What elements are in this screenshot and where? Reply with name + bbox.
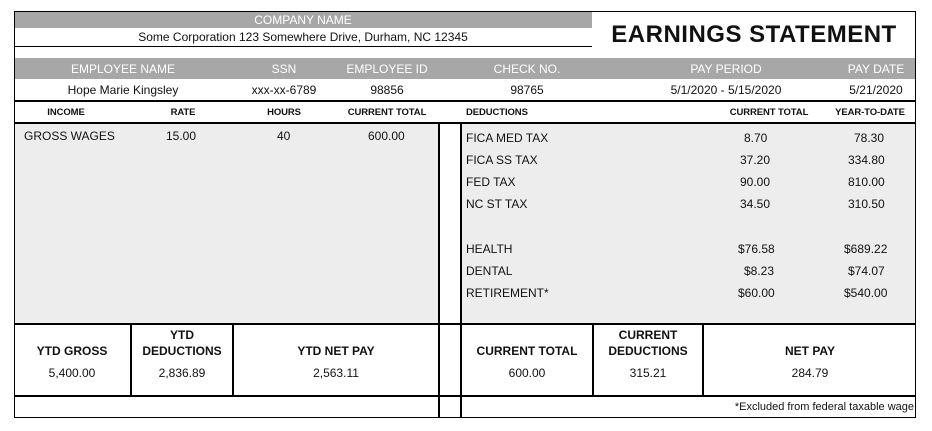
header-employee-id: EMPLOYEE ID — [346, 61, 428, 76]
current-total-value: 600.00 — [508, 366, 546, 380]
col-current-total: CURRENT TOTAL — [347, 106, 427, 118]
deduction-current: 34.50 — [740, 197, 771, 211]
header-employee-name: EMPLOYEE NAME — [70, 61, 176, 76]
income-area — [14, 124, 438, 323]
deduction-current: 8.70 — [744, 131, 768, 145]
deduction-name: FICA MED TAX — [466, 131, 549, 145]
ytd-deductions-label-1: YTD — [170, 328, 194, 342]
deduction-ytd: 810.00 — [848, 175, 885, 189]
employee-id: 98856 — [370, 82, 404, 97]
income-hours: 40 — [277, 129, 291, 143]
deduction-name: NC ST TAX — [466, 197, 528, 211]
deduction-current: 90.00 — [740, 175, 771, 189]
col-income: INCOME — [47, 106, 85, 118]
company-address: Some Corporation 123 Somewhere Drive, Durham, NC 12345 — [14, 28, 592, 47]
deduction-ytd: 334.80 — [848, 153, 885, 167]
deduction-name: FED TAX — [466, 175, 516, 189]
header-pay-period: PAY PERIOD — [690, 61, 762, 76]
net-pay-value: 284.79 — [791, 366, 829, 380]
ytd-deductions-value: 2,836.89 — [158, 366, 206, 380]
current-total-label: CURRENT TOTAL — [476, 344, 578, 358]
header-check-no: CHECK NO. — [493, 61, 561, 76]
col-deductions-current-total: CURRENT TOTAL — [729, 106, 809, 118]
col-hours: HOURS — [267, 106, 301, 118]
income-current-total: 600.00 — [368, 129, 405, 143]
deduction-name: HEALTH — [466, 242, 513, 256]
deduction-current: 37.20 — [740, 153, 771, 167]
net-pay-label: NET PAY — [784, 344, 835, 358]
ytd-gross-value: 5,400.00 — [48, 366, 96, 380]
company-name-bar — [14, 11, 592, 28]
col-deductions: DEDUCTIONS — [466, 106, 528, 118]
company-name-label: COMPANY NAME — [254, 12, 352, 27]
ytd-net-pay-value: 2,563.11 — [313, 366, 359, 380]
deduction-current: $8.23 — [744, 264, 775, 278]
deduction-current: $60.00 — [738, 286, 775, 300]
employee-name: Hope Marie Kingsley — [67, 82, 179, 97]
deduction-name: FICA SS TAX — [466, 153, 538, 167]
deduction-ytd: $74.07 — [848, 264, 885, 278]
earnings-statement — [14, 11, 916, 418]
col-year-to-date: YEAR-TO-DATE — [835, 106, 905, 118]
deduction-ytd: $540.00 — [844, 286, 888, 300]
col-rate: RATE — [170, 106, 196, 118]
deduction-name: RETIREMENT* — [466, 286, 549, 300]
header-pay-date: PAY DATE — [847, 61, 905, 76]
deduction-name: DENTAL — [466, 264, 513, 278]
current-deductions-label-1: CURRENT — [618, 328, 678, 342]
current-deductions-label-2: DEDUCTIONS — [608, 344, 688, 358]
check-number: 98765 — [510, 82, 544, 97]
deduction-ytd: $689.22 — [844, 242, 888, 256]
statement-title: EARNINGS STATEMENT — [611, 20, 897, 48]
ytd-deductions-label-2: DEDUCTIONS — [142, 344, 222, 358]
deduction-current: $76.58 — [738, 242, 775, 256]
current-deductions-value: 315.21 — [629, 366, 667, 380]
ytd-net-pay-label: YTD NET PAY — [297, 344, 375, 358]
deduction-ytd: 78.30 — [854, 131, 885, 145]
deduction-ytd: 310.50 — [848, 197, 885, 211]
income-rate: 15.00 — [166, 129, 197, 143]
header-ssn: SSN — [271, 61, 297, 76]
pay-period: 5/1/2020 - 5/15/2020 — [670, 82, 782, 97]
ytd-gross-label: YTD GROSS — [36, 344, 108, 358]
employee-ssn: xxx-xx-6789 — [251, 82, 317, 97]
pay-date: 5/21/2020 — [849, 82, 903, 97]
footnote: *Excluded from federal taxable wage — [734, 401, 914, 413]
income-name: GROSS WAGES — [24, 129, 115, 143]
